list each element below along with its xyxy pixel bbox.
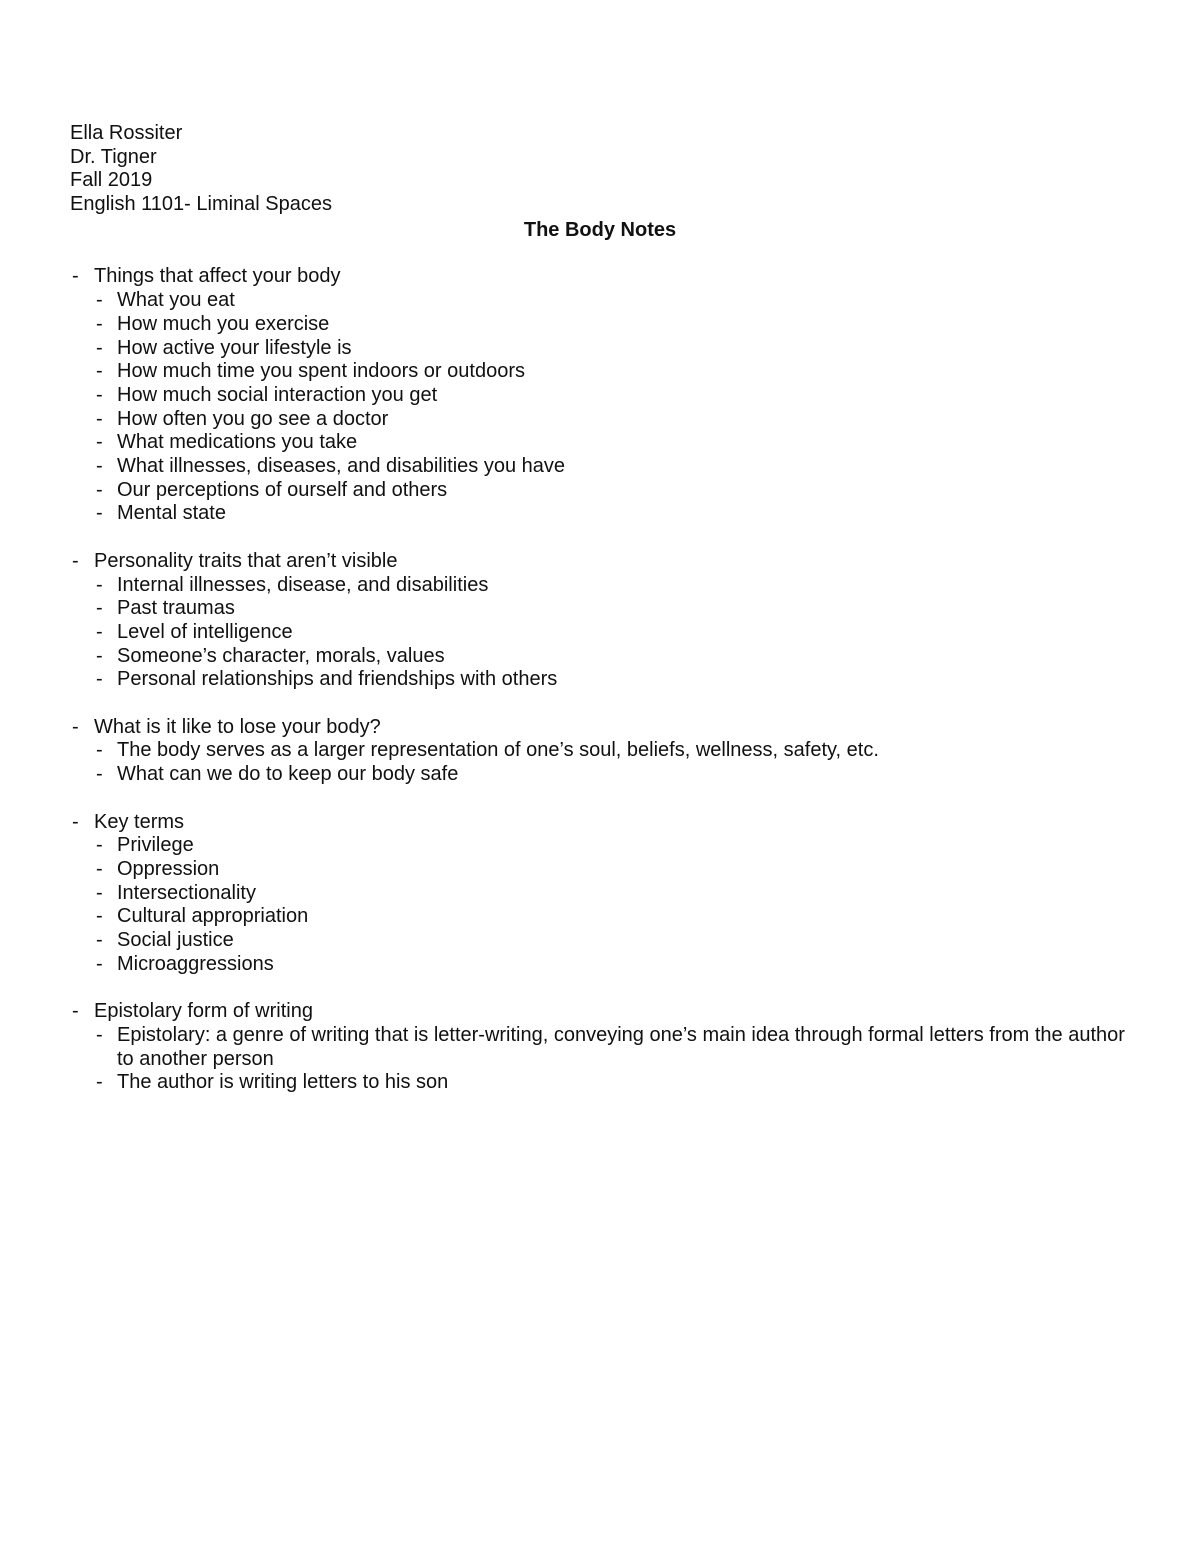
dash-bullet: - [72,1000,79,1023]
dash-bullet: - [96,431,103,454]
dash-bullet: - [96,360,103,383]
document-header [70,122,1130,217]
section-heading-text: Key terms [94,810,185,833]
list-item [70,763,1130,787]
list-item [70,645,1130,669]
list-item [70,1024,1130,1071]
dash-bullet: - [96,881,103,904]
dash-bullet: - [96,312,103,335]
list-item [70,289,1130,313]
list-item [70,360,1130,384]
list-item-text: Social justice [117,929,234,952]
notes-section [70,811,1130,977]
document-page [70,122,1130,1119]
notes-section [70,265,1130,526]
dash-bullet: - [96,336,103,359]
list-item-text: Internal illnesses, disease, and disabilities [117,573,489,596]
list-item [70,408,1130,432]
dash-bullet: - [96,857,103,880]
list-item [70,929,1130,953]
document-title: The Body Notes [523,218,677,241]
dash-bullet: - [96,763,103,786]
dash-bullet: - [96,407,103,430]
section-heading [70,550,1130,574]
list-item [70,834,1130,858]
list-item [70,502,1130,526]
list-item-text: Microaggressions [117,952,274,975]
list-item [70,431,1130,455]
dash-bullet: - [96,455,103,478]
dash-bullet: - [96,502,103,525]
dash-bullet: - [96,905,103,928]
dash-bullet: - [96,929,103,952]
notes-section [70,716,1130,787]
list-item [70,574,1130,598]
section-heading-text: What is it like to lose your body? [94,715,381,738]
list-item-text: How often you go see a doctor [117,407,389,430]
list-item [70,882,1130,906]
section-heading-text: Epistolary form of writing [94,1000,313,1023]
list-item [70,337,1130,361]
list-item-text: Oppression [117,857,220,880]
dash-bullet: - [96,834,103,857]
section-heading [70,1000,1130,1024]
dash-bullet: - [96,573,103,596]
section-heading [70,811,1130,835]
section-heading-text: Personality traits that aren’t visible [94,549,398,572]
list-item-text: Privilege [117,834,194,857]
instructor-name: Dr. Tigner [70,145,157,168]
dash-bullet: - [96,668,103,691]
term: Fall 2019 [70,169,153,192]
list-item [70,621,1130,645]
list-item [70,455,1130,479]
notes-section [70,1000,1130,1095]
list-item-text: How much social interaction you get [117,383,438,406]
list-item-text: What illnesses, diseases, and disabilities you have [117,455,566,478]
notes-section [70,550,1130,692]
dash-bullet: - [96,644,103,667]
list-item-text: How much you exercise [117,312,330,335]
author-name: Ella Rossiter [70,122,183,144]
dash-bullet: - [72,715,79,738]
list-item [70,858,1130,882]
list-item-text: The author is writing letters to his son [117,1071,449,1094]
list-item-text: Past traumas [117,597,235,620]
dash-bullet: - [72,265,79,288]
course-title: English 1101- Liminal Spaces [70,193,333,216]
list-item [70,313,1130,337]
dash-bullet: - [96,952,103,975]
list-item-text: How much time you spent indoors or outdoors [117,360,525,383]
dash-bullet: - [96,289,103,312]
list-item-text: Personal relationships and friendships with others [117,668,558,691]
list-item [70,905,1130,929]
dash-bullet: - [96,478,103,501]
section-heading-text: Things that affect your body [94,265,341,288]
dash-bullet: - [72,549,79,572]
notes-list [70,265,1130,1095]
dash-bullet: - [96,383,103,406]
dash-bullet: - [96,1023,103,1046]
list-item-text: Epistolary: a genre of writing that is letter-writing, conveying one’s main idea through formal letters from the author to another person [117,1023,1125,1070]
dash-bullet: - [96,620,103,643]
list-item-text: Cultural appropriation [117,905,309,928]
list-item-text: What medications you take [117,431,358,454]
list-item-text: Level of intelligence [117,620,293,643]
dash-bullet: - [96,1071,103,1094]
dash-bullet: - [72,810,79,833]
list-item [70,1071,1130,1095]
dash-bullet: - [96,597,103,620]
list-item [70,384,1130,408]
list-item-text: Someone’s character, morals, values [117,644,445,667]
list-item-text: What can we do to keep our body safe [117,763,459,786]
list-item-text: Mental state [117,502,226,525]
dash-bullet: - [96,739,103,762]
list-item [70,953,1130,977]
section-heading [70,265,1130,289]
list-item [70,668,1130,692]
list-item-text: How active your lifestyle is [117,336,352,359]
section-heading [70,716,1130,740]
list-item-text: The body serves as a larger representation of one’s soul, beliefs, wellness, safety, etc. [117,739,879,762]
list-item [70,479,1130,503]
list-item-text: Our perceptions of ourself and others [117,478,448,501]
list-item-text: What you eat [117,289,235,312]
list-item [70,597,1130,621]
list-item-text: Intersectionality [117,881,256,904]
list-item [70,739,1130,763]
